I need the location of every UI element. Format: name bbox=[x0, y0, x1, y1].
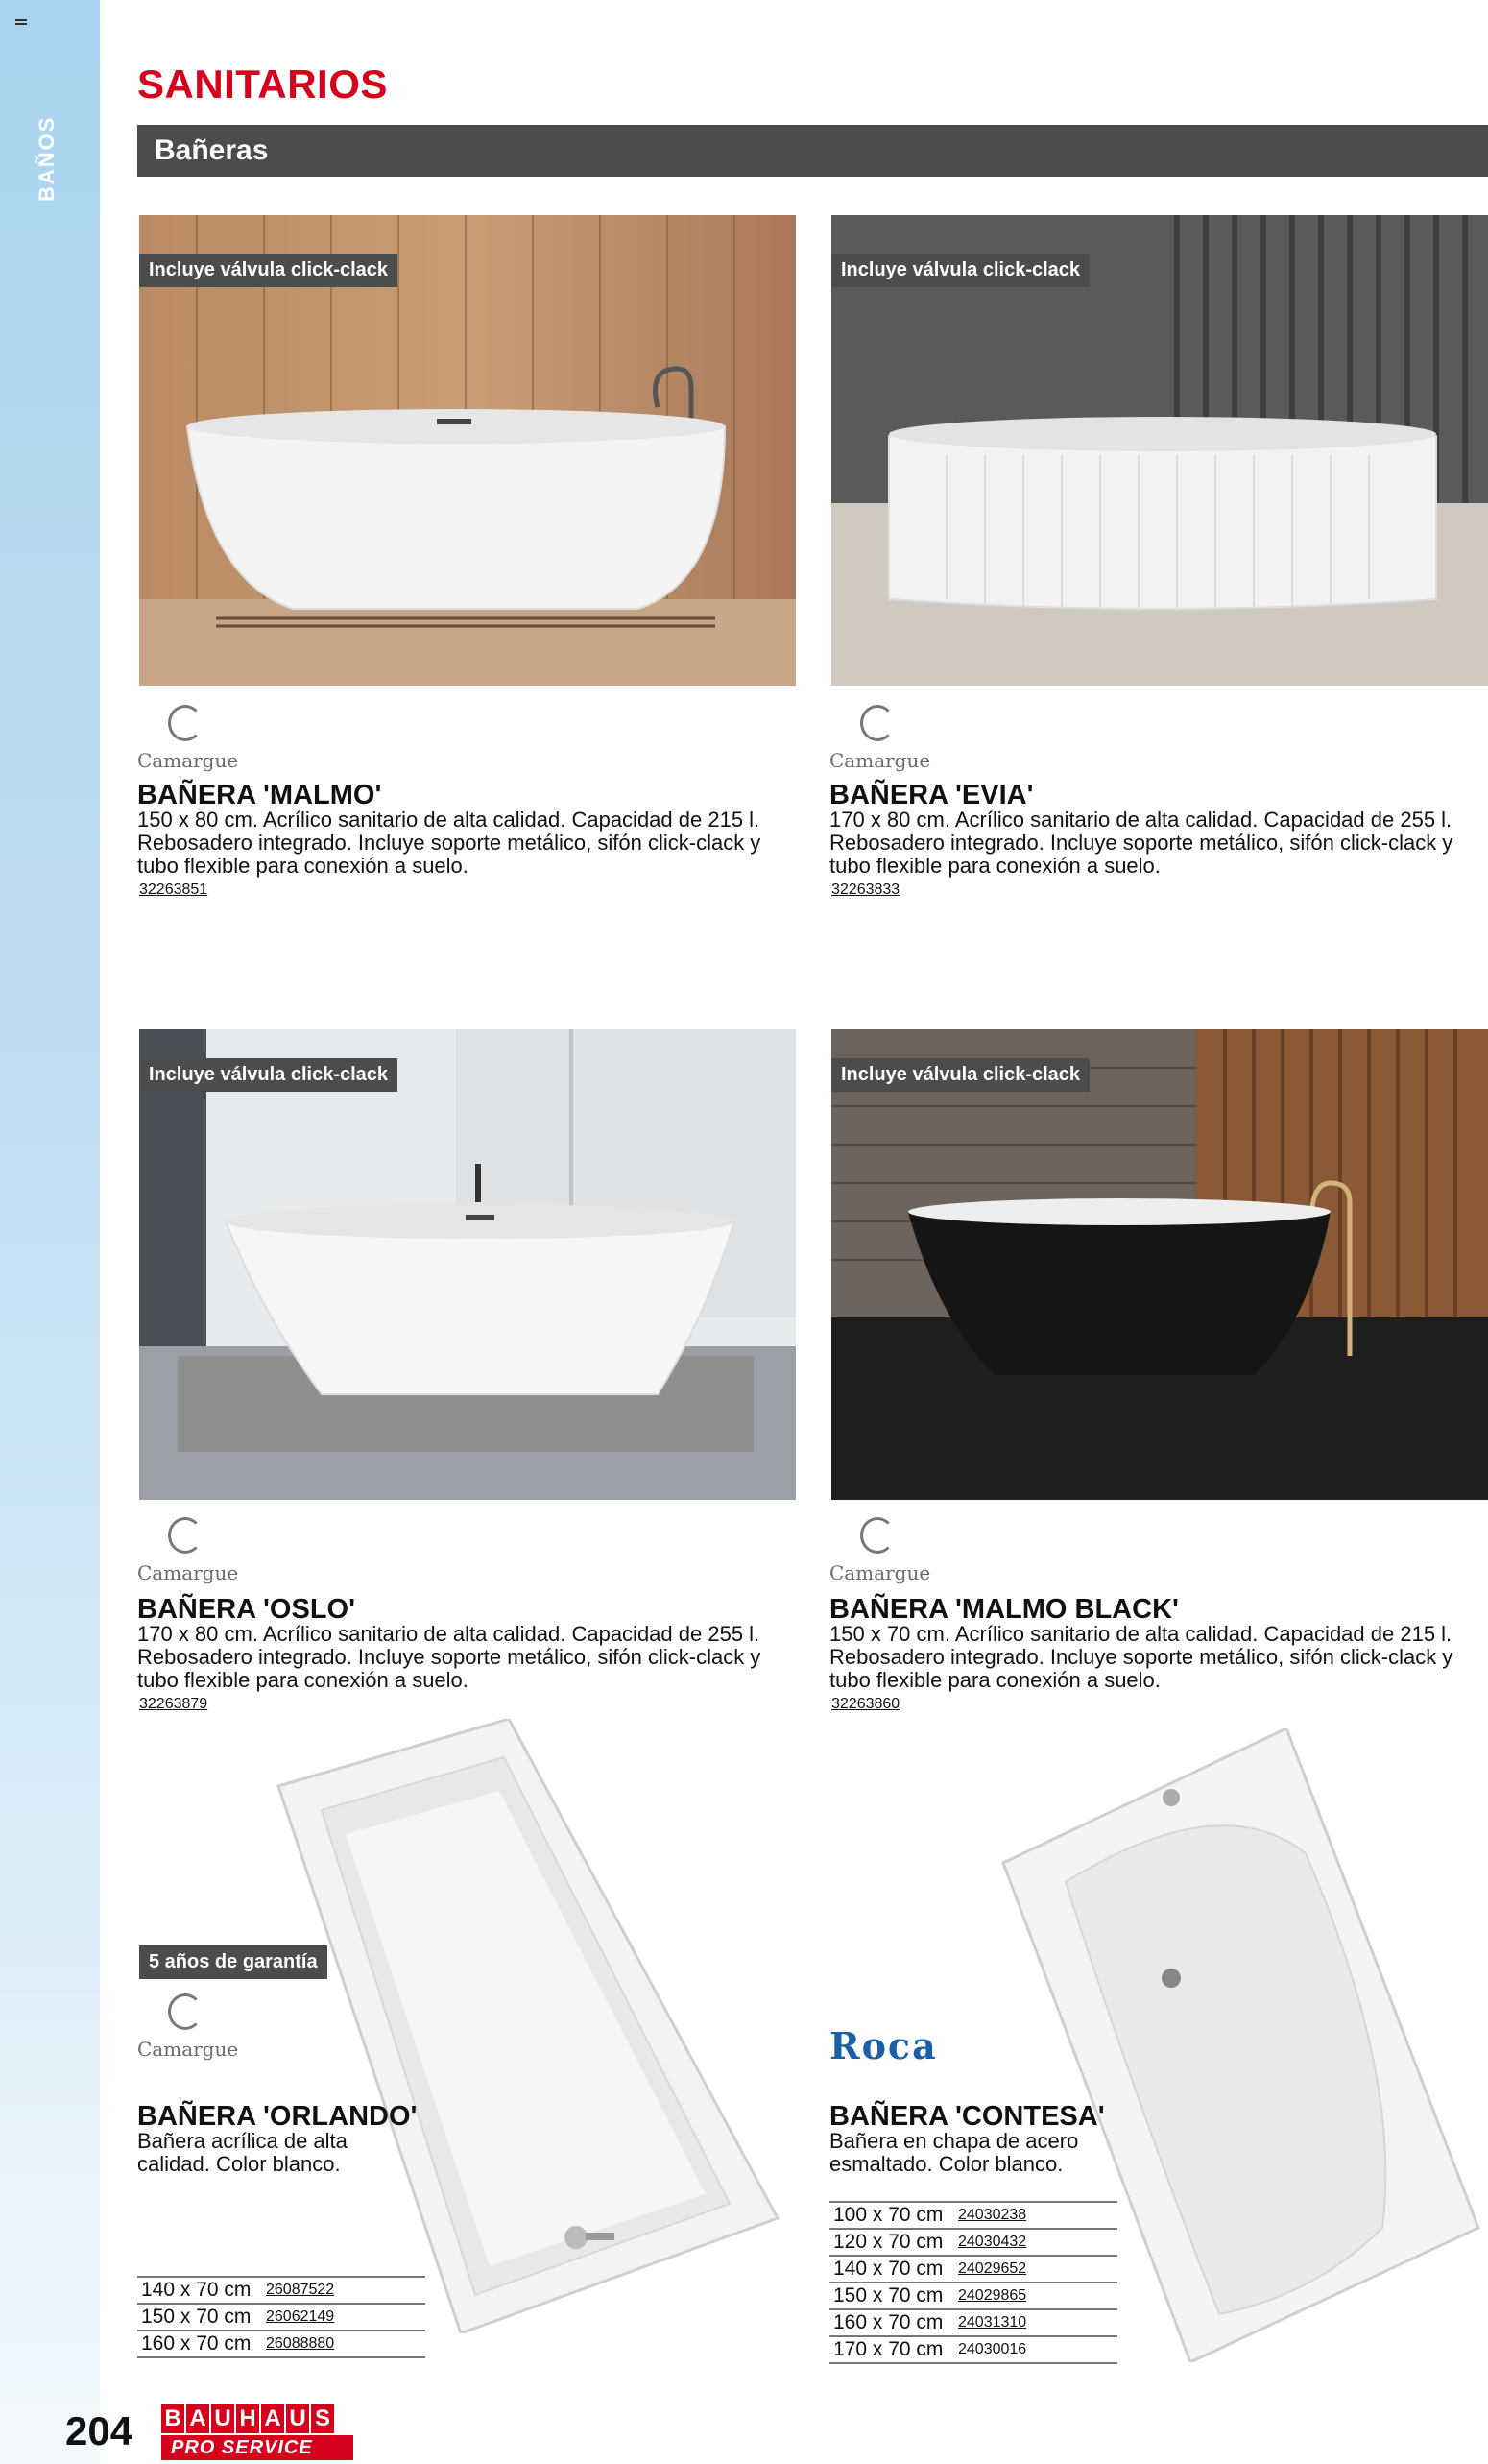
product-image-malmo-black bbox=[831, 1029, 1488, 1500]
camargue-swirl-icon bbox=[860, 1517, 895, 1554]
product-code: 32263860 bbox=[831, 1696, 900, 1712]
badge-warranty: 5 años de garantía bbox=[139, 1945, 327, 1979]
brand-logo-camargue: Camargue bbox=[137, 705, 272, 772]
table-row: 170 x 70 cm 24030016 bbox=[829, 2336, 1117, 2363]
camargue-swirl-icon bbox=[860, 705, 895, 741]
logo-letter: B bbox=[161, 2404, 184, 2433]
badge-click-clack: Incluye válvula click-clack bbox=[831, 254, 1090, 287]
product-code: 32263851 bbox=[139, 882, 208, 898]
product-code: 32263833 bbox=[831, 882, 900, 898]
product-title: BAÑERA 'MALMO BLACK' bbox=[829, 1594, 1179, 1625]
product-code: 32263879 bbox=[139, 1696, 208, 1712]
product-description: 170 x 80 cm. Acrílico sanitario de alta calidad. Capacidad de 255 l. Rebosadero integrado. Incluye soporte metálico, sifón click-clack y tubo flexible para conexión a suelo. bbox=[829, 808, 1453, 878]
logo-letter: U bbox=[286, 2404, 309, 2433]
table-row: 140 x 70 cm 24029652 bbox=[829, 2256, 1117, 2283]
product-description: Bañera acrílica de alta calidad. Color blanco. bbox=[137, 2129, 348, 2176]
table-row: 160 x 70 cm 24031310 bbox=[829, 2309, 1117, 2336]
logo-letter: H bbox=[236, 2404, 259, 2433]
sidebar-label: BAÑOS bbox=[35, 115, 59, 202]
category-bar bbox=[137, 125, 1488, 177]
table-row: 100 x 70 cm 24030238 bbox=[829, 2202, 1117, 2229]
size-table bbox=[829, 2201, 1117, 2364]
logo-top-letters bbox=[161, 2404, 334, 2433]
brand-logo-camargue: Camargue bbox=[829, 1517, 964, 1584]
logo-letter: U bbox=[211, 2404, 234, 2433]
section-title: SANITARIOS bbox=[137, 61, 388, 107]
product-title: BAÑERA 'ORLANDO' bbox=[137, 2101, 418, 2132]
logo-letter: A bbox=[261, 2404, 284, 2433]
page-number: 204 bbox=[65, 2408, 133, 2453]
brand-logo-camargue: Camargue bbox=[137, 1993, 272, 2061]
camargue-swirl-icon bbox=[168, 705, 203, 741]
menu-mark-icon bbox=[15, 19, 27, 25]
category-label: Bañeras bbox=[155, 134, 269, 166]
badge-click-clack: Incluye válvula click-clack bbox=[139, 1058, 397, 1092]
camargue-swirl-icon bbox=[168, 1517, 203, 1554]
product-title: BAÑERA 'EVIA' bbox=[829, 780, 1034, 810]
bauhaus-logo bbox=[161, 2404, 353, 2460]
table-row: 160 x 70 cm 26088880 bbox=[137, 2331, 425, 2357]
badge-click-clack: Incluye válvula click-clack bbox=[831, 1058, 1090, 1092]
product-title: BAÑERA 'OSLO' bbox=[137, 1594, 356, 1625]
product-image-oslo bbox=[139, 1029, 796, 1500]
brand-logo-roca bbox=[829, 2024, 945, 2066]
product-title: BAÑERA 'CONTESA' bbox=[829, 2101, 1105, 2132]
brand-logo-camargue: Camargue bbox=[829, 705, 964, 772]
logo-letter: S bbox=[311, 2404, 334, 2433]
badge-click-clack: Incluye válvula click-clack bbox=[139, 254, 397, 287]
sidebar-band bbox=[0, 0, 100, 2464]
roca-logo-text: Roca bbox=[829, 2024, 938, 2067]
product-description: 170 x 80 cm. Acrílico sanitario de alta calidad. Capacidad de 255 l. Rebosadero integrado. Incluye soporte metálico, sifón click-clack y tubo flexible para conexión a suelo. bbox=[137, 1622, 761, 1692]
product-description: 150 x 70 cm. Acrílico sanitario de alta calidad. Capacidad de 215 l. Rebosadero integrado. Incluye soporte metálico, sifón click-clack y tubo flexible para conexión a suelo. bbox=[829, 1622, 1453, 1692]
table-row: 120 x 70 cm 24030432 bbox=[829, 2229, 1117, 2256]
table-row: 150 x 70 cm 26062149 bbox=[137, 2304, 425, 2331]
logo-letter: A bbox=[186, 2404, 209, 2433]
brand-logo-camargue: Camargue bbox=[137, 1517, 272, 1584]
product-title: BAÑERA 'MALMO' bbox=[137, 780, 382, 810]
product-description: Bañera en chapa de acero esmaltado. Color blanco. bbox=[829, 2129, 1079, 2176]
product-image-orlando bbox=[269, 1719, 787, 2333]
camargue-swirl-icon bbox=[168, 1993, 203, 2030]
table-row: 140 x 70 cm 26087522 bbox=[137, 2277, 425, 2304]
table-row: 150 x 70 cm 24029865 bbox=[829, 2283, 1117, 2309]
logo-bottom-text: PRO SERVICE bbox=[161, 2435, 353, 2460]
product-description: 150 x 80 cm. Acrílico sanitario de alta calidad. Capacidad de 215 l. Rebosadero integrado. Incluye soporte metálico, sifón click-clack y tubo flexible para conexión a suelo. bbox=[137, 808, 761, 878]
size-table bbox=[137, 2276, 425, 2358]
